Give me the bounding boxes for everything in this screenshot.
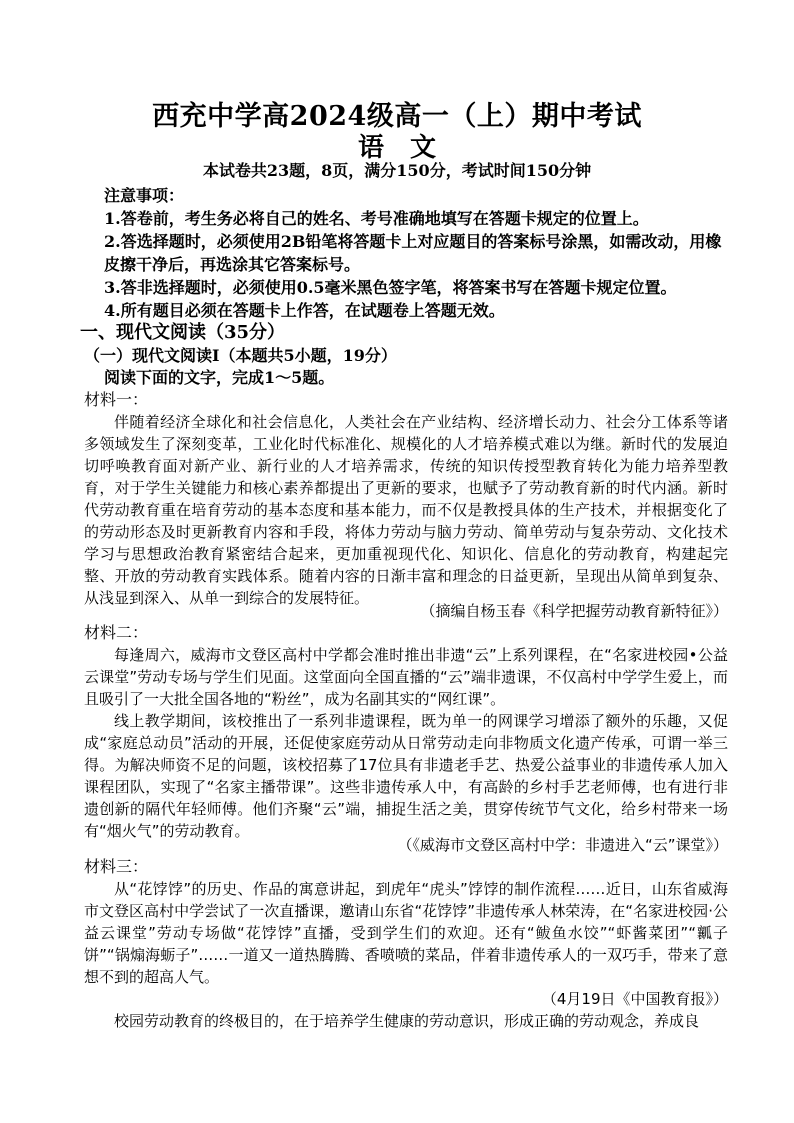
- subject-title: 语 文: [357, 133, 436, 163]
- material-2-para-1: 每逢周六，威海市文登区高村中学都会准时推出非遗“云”上系列课程，在“名家进校园•公益云课堂”劳动专场与学生们见面。这堂面向全国直播的“云”端非遗课，不仅高村中学学生爱上，而且吸引了一大批全国各地的“粉丝”，成为名副其实的“网红课”。: [84, 646, 728, 708]
- material-3-para-2: 校园劳动教育的终极目的，在于培养学生健康的劳动意识，形成正确的劳动观念，养成良: [114, 1012, 700, 1030]
- material-2-source: （《威海市文登区高村中学：非遗进入“云”课堂》）: [397, 836, 728, 854]
- subsection-title: （一）现代文阅读Ⅰ（本题共5小题，19分）: [84, 346, 397, 365]
- material-1-text: 伴随着经济全球化和社会信息化，人类社会在产业结构、经济增长动力、社会分工体系等诸多领域发生了深刻变革，工业化时代标准化、规模化的人才培养模式难以为继。新时代的发展迫切呼唤教育面对新产业、新行业的人才培养需求，传统的知识传授型教育转化为能力培养型教育，对于学生关键能力和核心素养都提出了更新的要求，也赋予了劳动教育新的时代内涵。新时代劳动教育重在培育劳动的基本态度和基本能力，而不仅是教授具体的生产技术，并根据变化了的劳动形态及时更新教育内容和手段，将体力劳动与脑力劳动、简单劳动与复杂劳动、文化技术学习与思想政治教育紧密结合起来，更加重视现代化、知识化、信息化的劳动教育，构建起完整、开放的劳动教育实践体系。随着内容的日渐丰富和理念的日益更新，呈现出从简单到复杂、从浅显到深入、从单一到综合的发展特征。: [84, 413, 728, 607]
- notice-heading: 注意事项：: [104, 186, 185, 205]
- material-3-source: （4月19日《中国教育报》）: [541, 990, 728, 1008]
- material-3-para-1: 从“花饽饽”的历史、作品的寓意讲起，到虎年“虎头”饽饽的制作流程……近日，山东省威海市文登区高村中学尝试了一次直播课，邀请山东省“花饽饽”非遗传承人林荣涛，在“名家进校园·公益云课堂”劳动专场做“花饽饽”直播，受到学生们的欢迎。还有“鲅鱼水饺”“虾酱菜团”“瓤子饼”“锅煽海蛎子”……一道又一道热腾腾、香喷喷的菜品，伴着非遗传承人的一双巧手，带来了意想不到的超高人气。: [84, 880, 728, 986]
- notice-item-4: 4.所有题目必须在答题卡上作答，在试题卷上答题无效。: [104, 301, 505, 320]
- material-1-source: （摘编自杨玉春《科学把握劳动教育新特征》）: [420, 602, 728, 620]
- material-3-label: 材料三：: [84, 857, 149, 876]
- section-title: 一、现代文阅读（35分）: [80, 322, 286, 343]
- notice-item-2: 2.答选择题时，必须使用2B铅笔将答题卡上对应题目的答案标号涂黑，如需改动，用橡皮擦干净后，再选涂其它答案标号。: [104, 232, 722, 274]
- notice-item-3: 3.答非选择题时，必须使用0.5毫米黑色签字笔，将答案书写在答题卡规定位置。: [104, 278, 677, 297]
- material-2-para-2: 线上教学期间，该校推出了一系列非遗课程，既为单一的网课学习增添了额外的乐趣，又促成“家庭总动员”活动的开展，还促使家庭劳动从日常劳动走向非物质文化遗产传承，可谓一举三得。为解决师资不足的问题，该校招募了17位具有非遗老手艺、热爱公益事业的非遗传承人加入课程团队，实现了“名家主播带课”。这些非遗传承人中，有高龄的乡村手艺老师傅，也有进行非遗创新的隔代年轻师傅。他们齐聚“云”端，捕捉生活之美，贯穿传统节气文化，给乡村带来一场有“烟火气”的劳动教育。: [84, 712, 728, 840]
- material-1-label: 材料一：: [84, 390, 149, 409]
- exam-info: 本试卷共23题，8页，满分150分，考试时间150分钟: [202, 161, 592, 180]
- notice-item-1: 1.答卷前，考生务必将自己的姓名、考号准确地填写在答题卡规定的位置上。: [104, 209, 649, 228]
- material-2-label: 材料二：: [84, 623, 149, 642]
- reading-instruction: 阅读下面的文字，完成1～5题。: [104, 368, 335, 387]
- exam-title: 西充中学高2024级高一（上）期中考试: [152, 101, 642, 132]
